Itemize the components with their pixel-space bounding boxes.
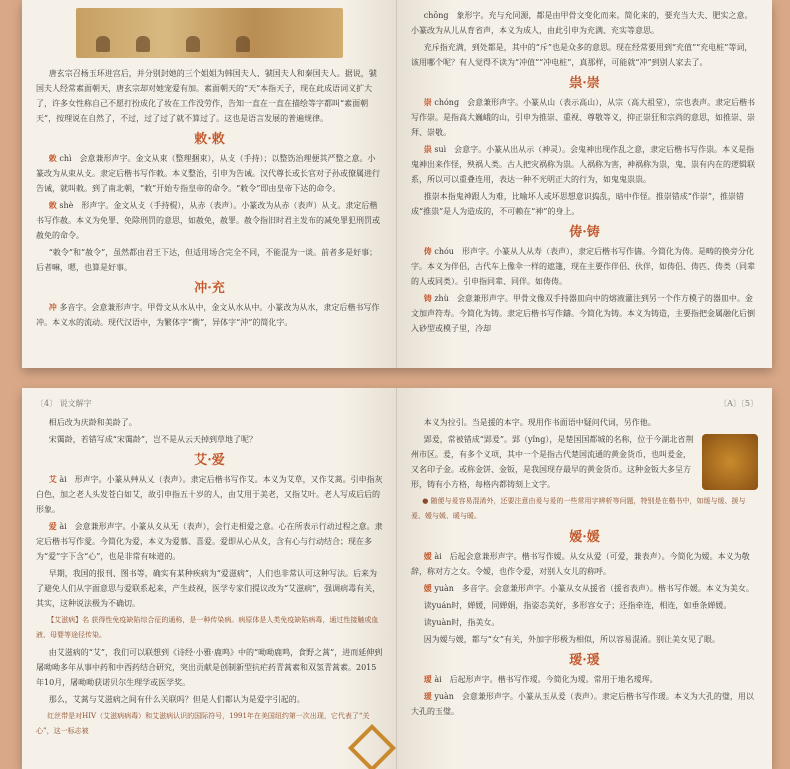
entry: 媛 yuàn 多音字。会意兼形声字。小篆从女从援省（援省表声）。楷书写作媛。本义为美女。 xyxy=(423,583,754,593)
section-heading: 瑷·瑗 xyxy=(569,653,600,668)
section-heading: 俦·铸 xyxy=(569,225,600,240)
entry-char: 瑗 xyxy=(423,691,432,701)
entry-char: 崇 xyxy=(423,97,432,107)
entry: 祟 suì 会意字。小篆从出从示（神灵）。会鬼神出现作乱之意，隶定后楷书写作祟。本义是指鬼神出来作怪，殃祸人类。古人把灾祸称为祟。人祸称为害，神祸称为祟，鬼、祟有内在的逻辑联系，所以可以重叠连用，表达一种不光明正大的行为，如鬼鬼祟祟。 xyxy=(411,144,755,184)
entry: 崇 chóng 会意兼形声字。小篆从山（表示高山），从宗（高大祖堂），宗也表声。隶定后楷书写作崇。是指高大巍峨的山，引申为推崇、重视、尊敬等义，抑正崇狂和宗尚的意思，如推崇、崇拜、崇敬。 xyxy=(411,97,756,137)
entry: 俦 chóu 形声字。小篆从人从寿（表声），隶定后楷书写作儔。今简化为俦。是畴的换旁分化字。本义为伴侣，古代车上像伞一样的遮篷，现在主要作伴侣、伙伴，如俦侣、俦匹、俦类（同辈的人或同类）。引申指同辈、同伴。如俦俦。 xyxy=(411,246,755,286)
note-box: ● 随便与爰容易混淆外，还要注意由爰与爰的一些常用字辨析等问题，特别是在楷书中，如缓与缓、援与爰、嫒与媛、暖与暖。 xyxy=(411,497,746,520)
entry: 爱 ài 会意兼形声字。小篆从夊从旡（表声），会行走相爱之意。心在所表示行动过程之意。隶定后楷书写作愛。今简化为爱，本义为爱慕、喜爱。爱即从心从夊，含有心与行动结合；现在多为“爱”字下含“心”，也是非常有味道的。 xyxy=(36,521,383,561)
entry: 冲 多音字。会意兼形声字。甲骨文从水从中，金文从水从中。小篆改为从水，隶定后楷书写作冲。本义水的流动。现代汉语中，为繁体字“衝”，异体字“沖”的简化字。 xyxy=(36,302,380,327)
gold-coin-image xyxy=(702,434,758,490)
page-header: 〔A〕〔5〕 xyxy=(719,399,758,408)
entry: 瑷 ài 后起形声字。楷书写作瑷。今简化为瑷。常用于地名瑷珲。 xyxy=(423,674,658,684)
paragraph: 宋霭龄，若错写成“宋霭龄”，岂不是从云天掉到草地了呢？ xyxy=(48,435,257,444)
entry: 瑗 yuàn 会意兼形声字。小篆从玉从爰（表声）。隶定后楷书写作瑗。本义为大孔的璧，用以大孔的玉璧。 xyxy=(411,691,754,716)
paragraph: 充斥指充满，到处都是，其中的“斥”也是众多的意思。现在经常要用到“充值”“充电桩”等词，该用哪个呢？有人觉得不读为“冲值”“冲电桩”，真那样，可能就“冲”到别人家去了。 xyxy=(411,43,753,67)
right-page xyxy=(397,388,772,769)
entry-char: 敕 xyxy=(48,153,57,163)
paragraph: “敕令”和“赦令”，虽然都由君王下达，但适用场合完全不同，不能混为一谈。前者多是好事；后者嘛，嗯，也算是好事。 xyxy=(36,248,378,272)
section-heading: 艾·爱 xyxy=(194,453,225,468)
paragraph: 相后改为庆龄和美龄了。 xyxy=(48,418,137,427)
section-heading: 祟·崇 xyxy=(569,76,600,91)
paragraph: 那么，艾蒿与艾滋病之间有什么关联吗？但是人们都认为是爱字引起的。 xyxy=(48,695,305,704)
paragraph: 读yuàn时，指美女。 xyxy=(423,618,500,627)
entry-char: 艾 xyxy=(48,474,57,484)
book-spread-bottom xyxy=(22,388,772,769)
book-title: 说文解字 xyxy=(59,399,92,408)
entry: 艾 ài 形声字。小篆从艸从乂（表声）。隶定后楷书写作艾。本义为艾草，又作艾蒿。引申指灰白色，加之老人头发苍白如艾，故引申指五十岁的人，由艾用于美老，又指艾叶。老人写成后后的形象。 xyxy=(36,474,383,514)
entry-char: 爱 xyxy=(48,521,57,531)
entry-char: 祟 xyxy=(423,144,432,154)
page-number: 4 xyxy=(44,399,50,408)
entry: 铸 zhù 会意兼形声字。甲骨文像双手持器皿向中的熔液灌注到另一个作方模子的器皿中。金文加声符寿。今简化为铸。隶定后楷书写作鑄。今简化为铸。本义为铸造，主要指把金属融化后倒入砂型或模子里，冷却 xyxy=(411,293,755,333)
paragraph: 由艾滋病的“艾”，我们可以联想到《诗经·小雅·鹿鸣》中的“呦呦鹿鸣，食野之蒿”，进而延伸到屠呦呦多年从事中药和中西药结合研究，突出贡献是创制新型抗疟药青蒿素和双氢青蒿素。2015年10月，屠呦呦获诺贝尔生理学或医学奖。 xyxy=(36,648,383,687)
note-box: 红丝带是对HIV（艾滋病病毒）和艾滋病认识的国际符号，1991年在美国纽约第一次出现，它代表了“关心”，这一标志被 xyxy=(36,712,370,735)
paragraph: 推崇本指鬼神跟人为难，比喻坏人或坏思想意识捣乱，暗中作怪。推崇错成“作崇”，推崇错成“推祟”是人为造成的，不可赖在“神”的身上。 xyxy=(411,192,744,216)
section-heading: 敕·敕 xyxy=(194,132,225,147)
entry: 敇 shè 形声字。金文从攴（手持棍），从赤（表声）。小篆改为从赤（表声）从攴。隶定后楷书写作赦。本义为免罪、免除刑罚的意思，如赦免，赦罪。赦令指旧时君主发布的减免罪犯刑罚或赦免的命令。 xyxy=(36,200,380,240)
entry-char: 敇 xyxy=(48,200,57,210)
section-heading: 嫒·媛 xyxy=(569,530,600,545)
paragraph: chōng 象形字。充与允同源，都是由甲骨文变化而来。简化来的，要充当大夫、肥实之意。小篆改为从儿从育省声，本义为成人，由此引申为充满、充实等意思。 xyxy=(411,11,753,35)
book-title: A xyxy=(727,399,733,408)
entry-char: 冲 xyxy=(48,302,57,312)
entry-char: 嫒 xyxy=(423,551,432,561)
entry: 嫒 ài 后起会意兼形声字。楷书写作嫒。从女从爱（可爱，兼表声）。今简化为嫒。本义为敬辞，称对方之女。令嫒，也作令爱，对别人女儿的称呼。 xyxy=(411,551,750,576)
page-number: 5 xyxy=(744,399,750,408)
right-page xyxy=(397,0,772,368)
paragraph: 郢爰，常被错成“郢爰”。郢（yǐng），是楚国国都城的名称，位于今湖北省荆州市区。爰，有多个义项，其中一个是指古代楚国流通的黄金货币，也叫爰金，又名印子金。或称金饼、金钣，是我国现存最早的黄金货币。这种金钣大多呈方形，铸有小方格，每格内都铸刻上文字。 xyxy=(411,435,694,489)
paragraph: 唐玄宗召杨玉环进宫后，并分别封她的三个姐姐为韩国夫人、虢国夫人和秦国夫人。据说，虢国夫人经常素面朝天，唐玄宗却对她宠爱有加。素面朝天的“天”本指天子，现在此成语词义扩大了，许多女性称自己不愿打扮成化了妆在工作没劳作，告知一直在一直在描绘等字都叫“素面朝天”，按理说在自然了，不过，过了过了就不算过了。这也是语言发展的普遍规律。 xyxy=(36,69,377,123)
left-page xyxy=(22,0,397,368)
tang-painting-illustration xyxy=(76,8,343,58)
section-heading: 冲·充 xyxy=(194,281,225,296)
paragraph: 因为嫒与媛，都与“女”有关，外加字形极为相似，所以容易混淆。别让美女见了眼。 xyxy=(423,635,720,644)
entry-char: 俦 xyxy=(423,246,432,256)
note-box: 【艾滋病】名 获得性免疫缺陷综合征的通称，是一种传染病。病原体是人类免疫缺陷病毒，通过性接触或血液、母婴等途径传染。 xyxy=(36,616,379,639)
entry: 敕 chì 会意兼形声字。金文从束（整理捆束），从攴（手持）；以整饬治理便其严整之意。小篆改为从束从攴。隶定后楷书写作敕。本义整治，引申为告诫。汉代尊长或长官对子孙或僚属进行告诫，就叫敕。到了南北朝，“敕”开始专指皇帝的命令。“敕令”即由皇帝下达的命令。 xyxy=(36,153,380,193)
entry-char: 铸 xyxy=(423,293,432,303)
paragraph: 读yuán时，婵媛，同婵娟，指姿态美好，多形容女子；还指牵连，相连，如垂条婵媛。 xyxy=(423,601,732,610)
page-header: 〔4〕 说文解字 xyxy=(36,399,92,408)
entry-char: 媛 xyxy=(423,583,432,593)
paragraph: 早期，我国的报刊、图书等，确实有某种疾病为“爱滋病”，人们也非常认可这种写法。后来为了避免人们从字面意思与爱联系起来，产生歧视，医学专家们提议改为“艾滋病”，强调病毒有关，其实，这种说法极为不确切。 xyxy=(36,569,381,608)
entry-char: 瑷 xyxy=(423,674,432,684)
paragraph: 本义为拉引。当是援的本字。现用作书面语中疑问代词，另作他。 xyxy=(423,418,656,427)
left-page xyxy=(22,388,397,769)
book-spread-top xyxy=(22,0,772,368)
